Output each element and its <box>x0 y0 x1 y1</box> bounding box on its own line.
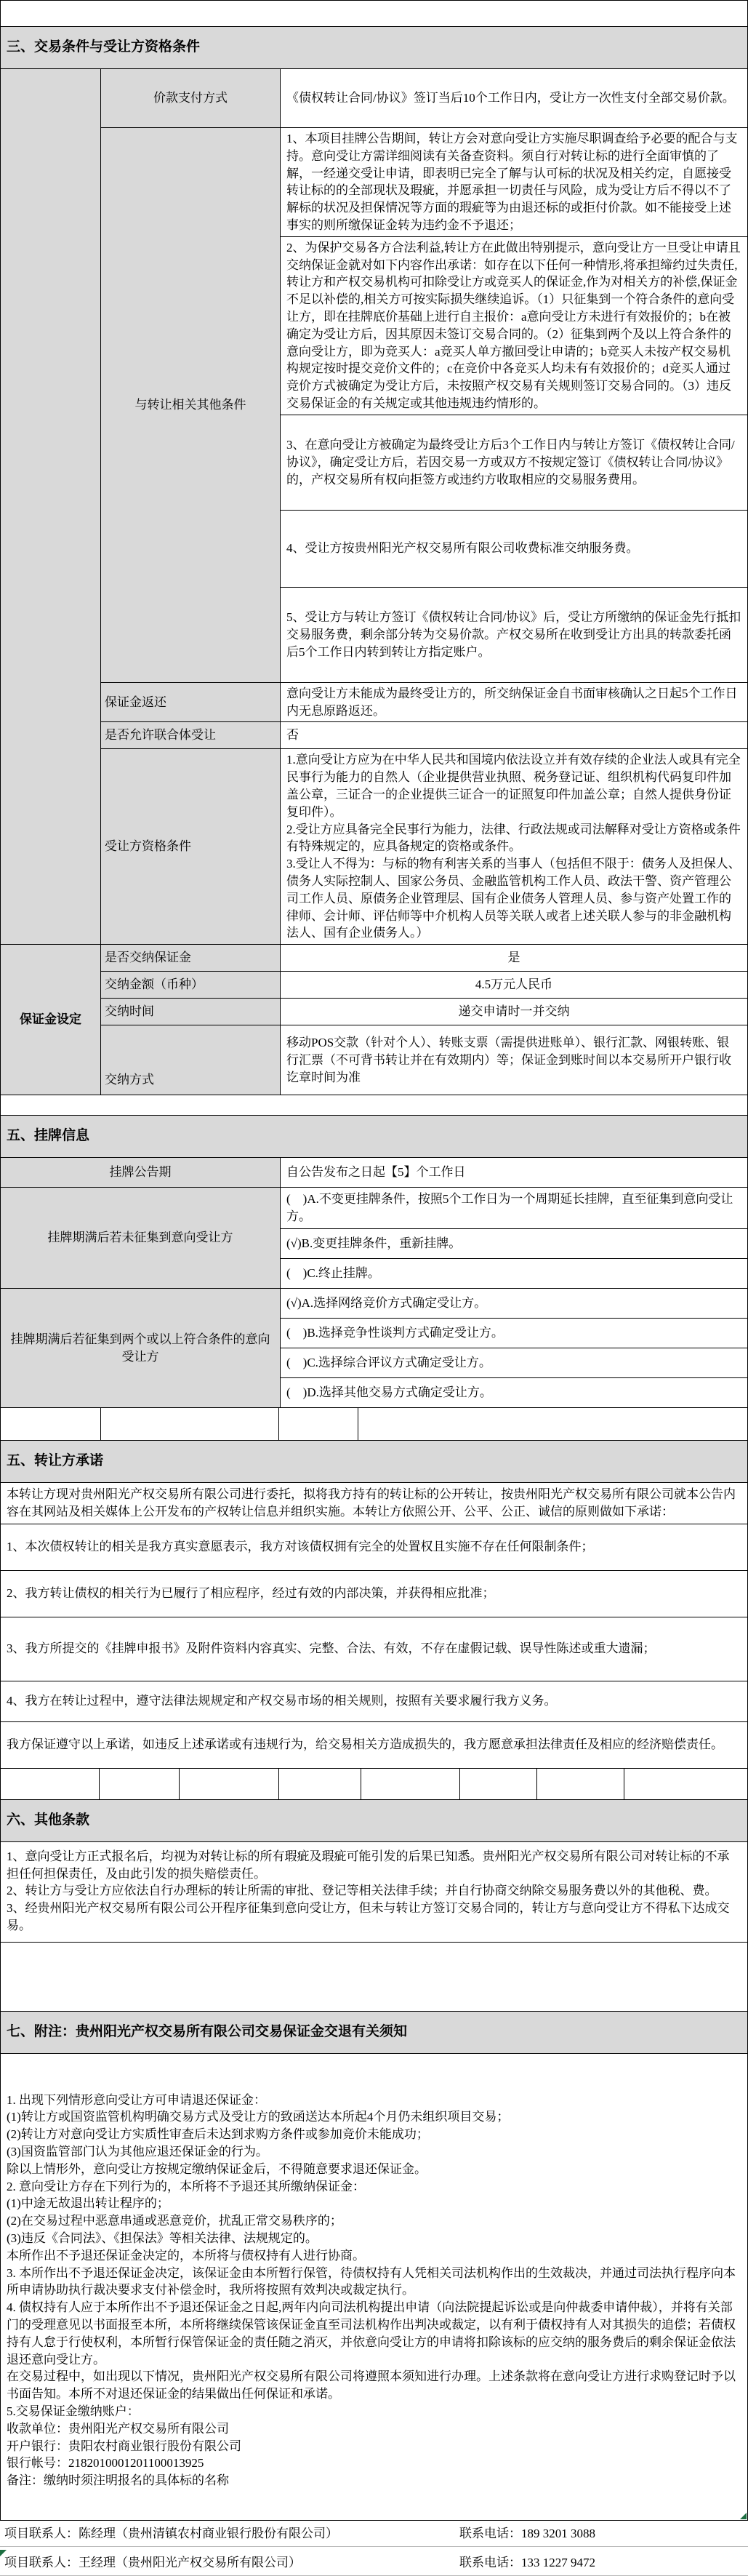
notice-line: 在交易过程中，如出现以下情况，贵州阳光产权交易所有限公司将遵照本须知进行办理。上述条款将在意向受让方进行求购登记时予以书面告知。本所不对退还保证金的结果做出任何保证和承诺。 <box>7 2369 736 2401</box>
option-no-intent-c: ( )C.终止挂牌。 <box>281 1259 747 1288</box>
qualification-paragraph-2: 2.受让方应具备完全民事行为能力，法律、行政法规或司法解释对受让方资格或条件有特殊规定的，应具备规定的资格或条件。 <box>286 822 741 854</box>
notice-line: (3)违反《合同法》、《担保法》等相关法律、法规规定的。 <box>7 2231 318 2246</box>
field-value-deposit-time: 递交申请时一并交纳 <box>281 999 747 1025</box>
notice-line-remark: 备注：缴纳时须注明报名的具体标的名称 <box>7 2473 229 2488</box>
empty-cell <box>279 1408 358 1440</box>
deposit-time-row <box>101 999 747 1025</box>
option-row <box>281 1229 747 1259</box>
deposit-required-row <box>101 945 747 972</box>
trade-conditions-group <box>1 69 747 945</box>
cell-marker-icon <box>740 2513 747 2519</box>
field-label-deposit-required: 是否交纳保证金 <box>101 945 281 971</box>
other-conditions-row <box>101 128 747 683</box>
section-title: 三、交易条件与受让方资格条件 <box>7 39 201 55</box>
other-condition-item-row <box>281 237 747 415</box>
field-label-payment-method: 价款支付方式 <box>101 69 281 127</box>
field-value-payment-method: 《债权转让合同/协议》签订当后10个工作日内，受让方一次性支付全部交易价款。 <box>281 69 747 127</box>
qualification-paragraph-1: 1.意向受让方应为在中华人民共和国境内依法设立并有效存续的企业法人或具有完全民事行为能力的自然人（企业提供营业执照、税务登记证、组织机构代码复印件加盖公章，三证合一的企业提供三证合一的证照复印件加盖公章；自然人提供身份证复印件）。 <box>286 753 741 819</box>
deposit-amount-row <box>101 972 747 999</box>
contact-phone: 联系电话：189 3201 3088 <box>459 2526 595 2540</box>
field-label-deposit-amount: 交纳金额（币种） <box>101 972 281 998</box>
empty-row <box>1 1769 747 1800</box>
deposit-method-row <box>101 1025 747 1095</box>
field-label-deposit-time: 交纳时间 <box>101 999 281 1025</box>
other-terms-item-1: 1、意向受让方正式报名后，均视为对转让标的所有瑕疵及瑕疵可能引发的后果已知悉。贵州阳光产权交易所有限公司对转让标的不承担任何担保责任，及由此引发的损失赔偿责任。 <box>7 1849 730 1881</box>
option-multi-intent-d: ( )D.选择其他交易方式确定受让方。 <box>281 1378 747 1407</box>
empty-cell <box>537 1769 624 1799</box>
cell-marker-icon <box>0 2550 7 2556</box>
option-multi-intent-c: ( )C.选择综合评议方式确定受让方。 <box>281 1348 747 1377</box>
section-header-listing-info <box>1 1116 747 1158</box>
commitment-item-2: 2、我方转让债权的相关行为已履行了相应程序，经过有效的内部决策，并获得相应批准； <box>7 1586 495 1601</box>
section-header-deposit-notice <box>1 2012 747 2054</box>
qualification-row <box>101 749 747 944</box>
notice-line: (1)中途无故退出转让程序的； <box>7 2196 169 2211</box>
commitment-intro: 本转让方现对贵州阳光产权交易所有限公司进行委托，拟将我方持有的转让标的公开转让，按贵州阳光产权交易所有限公司就本公告内容在其网站及相关媒体上公开发布的产权转让信息并组织实施。本转让方依照公开、公平、公正、诚信的原则做如下承诺： <box>7 1487 736 1519</box>
empty-cell <box>1 1408 101 1440</box>
section-title: 五、挂牌信息 <box>7 1128 90 1144</box>
notice-line: (2)转让方对意向受让方实质性审查后未达到求购方条件或参加竞价未能成功； <box>7 2127 429 2142</box>
other-condition-item-4: 4、受让方按贵州阳光产权交易所有限公司收费标准交纳服务费。 <box>281 511 747 587</box>
empty-cell <box>180 1769 279 1799</box>
option-row <box>281 1319 747 1348</box>
option-no-intent-b-checked: (√)B.变更挂牌条件，重新挂牌。 <box>281 1229 747 1258</box>
notice-line: 3. 本所作出不予退还保证金决定，该保证金由本所暂行保管，待债权持有人凭相关司法机构作出的生效裁决，并通过司法执行程序向本所申请协助执行裁决要求支付补偿金时，我所将按照有效判决或裁定执行。 <box>7 2265 736 2297</box>
field-value-qualification <box>281 749 747 944</box>
empty-cell <box>101 1408 279 1440</box>
commitment-item-3: 3、我方所提交的《挂牌申报书》及附件资料内容真实、完整、合法、有效，不存在虚假记载、误导性陈述或重大遗漏； <box>7 1641 656 1656</box>
option-no-intent-a: ( )A.不变更挂牌条件，按照5个工作日为一个周期延长挂牌，直至征集到意向受让方。 <box>281 1188 747 1228</box>
contact-person: 项目联系人：陈经理（贵州清镇农村商业银行股份有限公司） <box>4 2526 338 2540</box>
notice-line: (3)国资监管部门认为其他应退还保证金的行为。 <box>7 2145 268 2159</box>
field-label-multi-intent: 挂牌期满后若征集到两个或以上符合条件的意向受让方 <box>1 1289 281 1407</box>
left-gutter-cell <box>1 69 101 944</box>
option-row <box>281 1289 747 1319</box>
notice-line-payee: 收款单位：贵州阳光产权交易所有限公司 <box>7 2421 229 2436</box>
notice-line: (1)转让方或国资监管机构明确交易方式及受让方的致函送达本所起4个月仍未组织项目交易； <box>7 2110 510 2124</box>
commitment-item-row <box>1 1617 747 1681</box>
option-row <box>281 1259 747 1288</box>
section-header-trade-conditions <box>1 27 747 69</box>
contact-row <box>0 2550 748 2576</box>
notice-line: (2)在交易过程中恶意串通或恶意竞价，扰乱正常交易秩序的； <box>7 2214 342 2228</box>
announce-period-row <box>1 1158 747 1188</box>
deposit-return-row <box>101 683 747 723</box>
contact-row <box>0 2521 748 2547</box>
field-label-deposit-return: 保证金返还 <box>101 683 281 722</box>
notice-line: 4. 债权持有人应于本所作出不予退还保证金之日起,两年内向司法机构提出申请（向法院提起诉讼或是向仲裁委申请仲裁），并将有关部门的受理意见以书面报至本所，本所将继续保管该保证金直至司法机构作出判决或裁定，以有利于债权持有人对其损失的追偿；若债权持有人怠于行使权利，本所暂行保管保证金的责任随之消灭，并依意向受让方的申请将扣除该标的应交纳的服务费后的剩余保证金依法退还意向受让方。 <box>7 2300 736 2367</box>
contact-footer <box>0 2521 748 2576</box>
field-label-qualification: 受让方资格条件 <box>101 749 281 944</box>
field-label-deposit-settings: 保证金设定 <box>1 945 101 1095</box>
top-empty-row <box>1 0 747 27</box>
empty-cell <box>279 1769 361 1799</box>
other-condition-item-2: 2、为保护交易各方合法利益,转让方在此做出特别提示，意向受让方一旦受让申请且交纳保证金就对如下内容作出承诺：如存在以下任何一种情形,将承担缔约过失责任,转让方和产权交易机构可扣除受让方或竞买人的保证金,作为对相关方的补偿,保证金不足以补偿的,相关方可按实际损失继续追诉。（1）只征集到一个符合条件的意向受让方，即在挂牌底价基础上进行自主报价：a意向受让方未进行有效报价的；b在被确定为受让方后，因其原因未签订交易合同的。（2）征集到两个及以上符合条件的意向受让方，即为竞买人：a竞买人单方撤回受让申请的；b竞买人未按产权交易机构规定按时提交竞价文件的；c在竞价中各竞买人均未有有效报价的；d竞买人通过竞价方式被确定为受让方后，未按照产权交易有关规则签订交易合同的。（3）违反交易保证金的有关规定或其他违规违约情形的。 <box>281 237 747 415</box>
other-condition-item-row <box>281 511 747 588</box>
commitment-intro-row <box>1 1483 747 1524</box>
empty-cell <box>460 1769 537 1799</box>
other-terms-item-2: 2、转让方与受让方应依法自行办理标的转让所需的审批、登记等相关法律手续；并自行协商交纳除交易服务费以外的其他税、费。 <box>7 1884 717 1898</box>
field-label-other-conditions: 与转让相关其他条件 <box>101 128 281 682</box>
empty-cell <box>358 1408 747 1440</box>
commitment-item-4: 4、我方在转让过程中，遵守法律法规规定和产权交易市场的相关规则，按照有关要求履行我方义务。 <box>7 1694 557 1708</box>
consortium-row <box>101 722 747 749</box>
other-terms-cell <box>1 1842 747 1943</box>
empty-row <box>1 1095 747 1116</box>
empty-row <box>1 1408 747 1441</box>
qualification-paragraph-3: 3.受让人不得为：与标的物有利害关系的当事人（包括但不限于：债务人及担保人、债务人实际控制人、国家公务员、金融监管机构工作人员、政法干警、资产管理公司工作人员、原债务企业管理层、国有企业债务人管理人员、参与资产处置工作的律师、会计师、评估师等中介机构人员等关联人或者上述关联人参与的非金融机构法人、国有企业债务人。） <box>286 857 741 940</box>
other-terms-item-3: 3、经贵州阳光产权交易所有限公司公开程序征集到意向受让方，但未与转让方签订交易合同的，转让方与意向受让方不得私下达成交易。 <box>7 1901 730 1932</box>
empty-row <box>1 1943 747 2012</box>
empty-cell <box>361 1769 460 1799</box>
field-value-deposit-required: 是 <box>281 945 747 971</box>
notice-line: 2. 意向受让方存在下列行为的，本所将不予退还其所缴纳保证金： <box>7 2179 365 2193</box>
contact-phone: 联系电话：133 1227 9472 <box>459 2555 595 2569</box>
deposit-notice-cell <box>1 2054 747 2521</box>
option-multi-intent-b: ( )B.选择竞争性谈判方式确定受让方。 <box>281 1319 747 1348</box>
field-value-consortium: 否 <box>281 722 747 748</box>
field-label-announce-period: 挂牌公告期 <box>1 1158 281 1187</box>
other-condition-item-3: 3、在意向受让方被确定为最终受让方后3个工作日内与转让方签订《债权转让合同/协议》，确定受让方后，若因交易一方或双方不按规定签订《债权转让合同/协议》的，产权交易所有权向拒签方或违约方收取相应的交易服务费用。 <box>281 415 747 510</box>
section-title: 七、附注：贵州阳光产权交易所有限公司交易保证金交退有关须知 <box>7 2023 408 2039</box>
field-value-deposit-amount: 4.5万元人民币 <box>281 972 747 998</box>
section-header-other-terms <box>1 1800 747 1842</box>
notice-line-account-header: 5.交易保证金缴纳账户： <box>7 2404 140 2419</box>
commitment-item-1: 1、本次债权转让的相关是我方真实意愿表示，我方对该债权拥有完全的处置权且实施不存在任何限制条件； <box>7 1540 594 1554</box>
notice-line: 本所作出不予退还保证金决定的，本所将与债权持有人进行协商。 <box>7 2248 365 2263</box>
deposit-settings-group <box>1 945 747 1095</box>
commitment-item-row <box>1 1524 747 1571</box>
other-condition-item-row <box>281 128 747 237</box>
commitment-guarantee: 我方保证遵守以上承诺，如违反上述承诺或有违规行为，给交易相关方造成损失的，我方愿意承担法律责任及相应的经济赔偿责任。 <box>7 1737 723 1752</box>
payment-method-row <box>101 69 747 128</box>
option-row <box>281 1348 747 1378</box>
no-intent-options-group <box>1 1188 747 1289</box>
notice-line: 除以上情形外，意向受让方按规定缴纳保证金后，不得随意要求退还保证金。 <box>7 2161 427 2176</box>
field-value-deposit-method: 移动POS交款（针对个人）、转账支票（需提供进账单）、银行汇款、网银转账、银行汇票（不可背书转让并在有效期内）等；保证金到账时间以本交易所开户银行收讫章时间为准 <box>281 1025 747 1095</box>
contact-person: 项目联系人：王经理（贵州阳光产权交易所有限公司） <box>4 2555 301 2569</box>
other-condition-item-1: 1、本项目挂牌公告期间，转让方会对意向受让方实施尽职调查给予必要的配合与支持。意向受让方需详细阅读有关备查资料。须自行对转让标的进行全面审慎的了解，一经递交受让申请，即表明已完全了解与认可标的状况及相关约定，自愿接受转让标的的全部现状及瑕疵，并愿承担一切责任与风险，成为受让方后不得以不了解标的状况及担保情况等方面的瑕疵等为由退还标的或拒付价款。如不能接受上述事实的则所缴保证金转为违约金不予退还； <box>281 128 747 236</box>
other-condition-item-row <box>281 415 747 511</box>
notice-line-account-number: 银行帐号：2182010001201100013925 <box>7 2456 204 2471</box>
other-condition-item-row <box>281 588 747 682</box>
option-row <box>281 1188 747 1229</box>
field-value-announce-period: 自公告发布之日起【5】个工作日 <box>281 1158 747 1187</box>
option-row <box>281 1378 747 1407</box>
section-header-commitment <box>1 1441 747 1483</box>
notice-line: 1. 出现下列情形意向受让方可申请退还保证金： <box>7 2092 266 2107</box>
field-value-deposit-return: 意向受让方未能成为最终受让方的，所交纳保证金自书面审核确认之日起5个工作日内无息原路返还。 <box>281 683 747 722</box>
notice-line-bank: 开户银行：贵阳农村商业银行股份有限公司 <box>7 2439 241 2453</box>
commitment-item-row <box>1 1722 747 1769</box>
field-label-consortium: 是否允许联合体受让 <box>101 722 281 748</box>
other-condition-item-5: 5、受让方与转让方签订《债权转让合同/协议》后，受让方所缴纳的保证金先行抵扣交易服务费，剩余部分转为交易价款。产权交易所在收到受让方出具的转款委托函后5个工作日内转到转让方指定账户。 <box>281 588 747 682</box>
commitment-item-row <box>1 1571 747 1617</box>
field-label-no-intent: 挂牌期满后若未征集到意向受让方 <box>1 1188 281 1288</box>
field-label-deposit-method: 交纳方式 <box>101 1025 281 1095</box>
empty-cell <box>1 1769 100 1799</box>
empty-cell <box>624 1769 747 1799</box>
multi-intent-options-group <box>1 1289 747 1408</box>
option-multi-intent-a-checked: (√)A.选择网络竞价方式确定受让方。 <box>281 1289 747 1318</box>
section-title: 六、其他条款 <box>7 1812 90 1828</box>
empty-cell <box>100 1769 180 1799</box>
section-title: 五、转让方承诺 <box>7 1453 104 1469</box>
commitment-item-row <box>1 1681 747 1722</box>
